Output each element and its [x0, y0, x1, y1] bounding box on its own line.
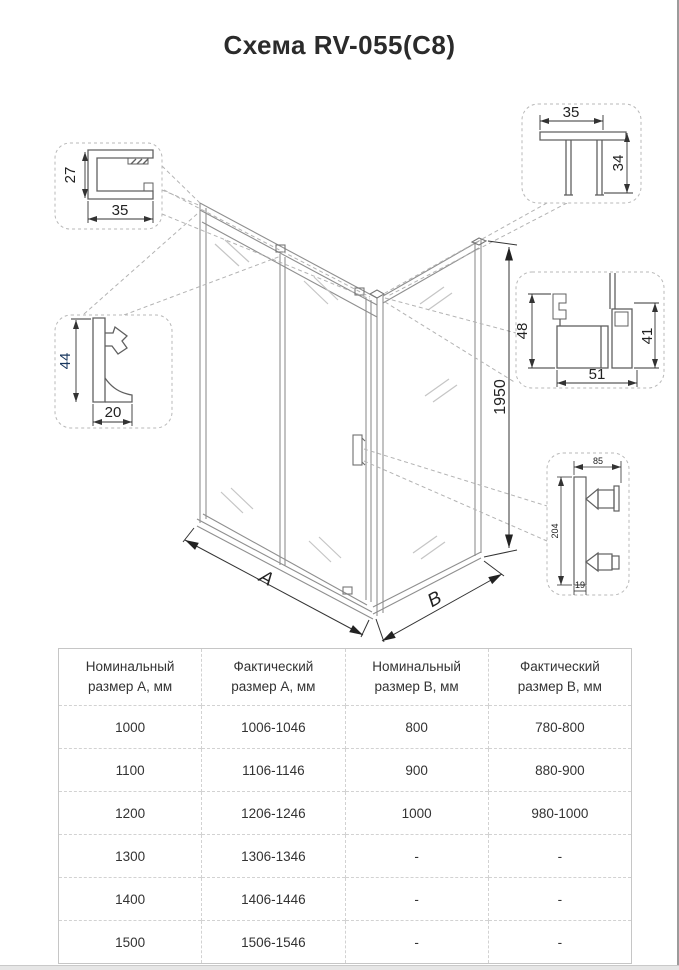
table-cell: 1406-1446 [202, 878, 345, 921]
size-table [58, 648, 632, 964]
table-cell: 980-1000 [488, 792, 631, 835]
table-cell: 1206-1246 [202, 792, 345, 835]
table-row [59, 792, 632, 835]
dim-41-label: 41 [639, 327, 656, 345]
dimension-a [183, 528, 369, 637]
table-cell: 1506-1546 [202, 921, 345, 964]
page-title: Схема RV-055(C8) [223, 30, 456, 60]
table-cell: 880-900 [488, 749, 631, 792]
callout-top-rail [55, 143, 162, 229]
table-cell: 1200 [59, 792, 202, 835]
table-row [59, 706, 632, 749]
top-rail [200, 203, 377, 317]
table-cell: 1100 [59, 749, 202, 792]
table-cell: 1106-1146 [202, 749, 345, 792]
dim-34-label: 34 [610, 154, 627, 172]
table-cell: 780-800 [488, 706, 631, 749]
table-row [59, 835, 632, 878]
table-header-actual-b: Фактический размер В, мм [488, 649, 631, 706]
left-wall-profile [200, 203, 206, 523]
table-cell: 1300 [59, 835, 202, 878]
page-bottom-strip [0, 965, 679, 970]
dim-19-label: 19 [574, 580, 586, 590]
table-cell: 1006-1046 [202, 706, 345, 749]
side-panel-frame [373, 238, 486, 614]
table-row [59, 921, 632, 964]
dim-51-label: 51 [588, 366, 606, 383]
table-cell: - [488, 921, 631, 964]
table-cell: 900 [345, 749, 488, 792]
dim-204-label: 204 [550, 523, 560, 539]
table-cell: 1000 [59, 706, 202, 749]
table-cell: 800 [345, 706, 488, 749]
dim-35-label: 35 [111, 202, 129, 219]
table-header-nominal-b: Номинальный размер В, мм [345, 649, 488, 706]
door-left-stile [280, 254, 285, 566]
table-cell: - [345, 878, 488, 921]
table-header-nominal-a: Номинальный размер А, мм [85, 659, 175, 694]
table-cell: 1500 [59, 921, 202, 964]
table-cell: - [488, 878, 631, 921]
dim-44-label: 44 [57, 352, 74, 370]
dim-b-label: B [424, 587, 446, 612]
size-table-header [59, 649, 632, 706]
table-cell: 1400 [59, 878, 202, 921]
table-row [59, 878, 632, 921]
table-cell: - [345, 921, 488, 964]
table-cell: 1306-1346 [202, 835, 345, 878]
table-cell: 1000 [345, 792, 488, 835]
dim-85-label: 85 [592, 456, 604, 466]
table-cell: - [488, 835, 631, 878]
glass-reflections [215, 240, 457, 562]
dim-48-label: 48 [514, 322, 531, 340]
table-cell: - [345, 835, 488, 878]
table-header-actual-a: Фактический размер А, мм [202, 649, 345, 706]
corner-post [370, 290, 384, 616]
shower-enclosure [197, 203, 486, 619]
callout-bubbles [55, 104, 664, 595]
table-row [59, 749, 632, 792]
door-handle [353, 435, 365, 465]
dim-a-label: A [255, 566, 277, 591]
dim-27-label: 27 [62, 166, 79, 184]
dim-20-label: 20 [104, 404, 122, 421]
dimension-height-1950 [484, 241, 517, 557]
dim-35b-label: 35 [562, 104, 580, 121]
page-right-border [677, 0, 679, 970]
dim-1950-label: 1950 [492, 379, 509, 415]
